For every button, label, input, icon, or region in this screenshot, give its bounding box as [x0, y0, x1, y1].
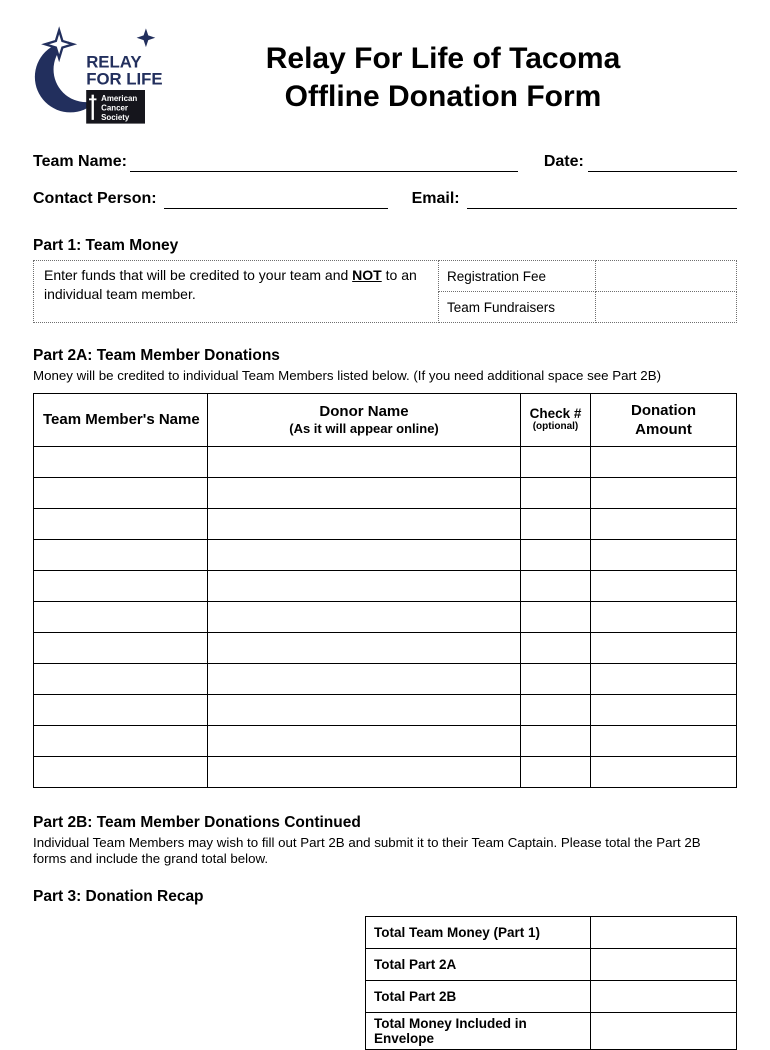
part2b-heading: Part 2B: Team Member Donations Continued: [33, 813, 361, 831]
acs-text-society: Society: [101, 112, 130, 122]
donor-name-cell[interactable]: [208, 663, 521, 694]
column-title: Check #: [529, 406, 582, 421]
column-header-donation-amount: [591, 393, 737, 446]
column-title: Donation Amount: [631, 401, 696, 438]
column-header-team-member-name: [34, 393, 208, 446]
date-input-line[interactable]: [588, 151, 737, 172]
team-member-name-cell[interactable]: [34, 539, 208, 570]
form-title: [183, 26, 737, 116]
contact-person-label: Contact Person:: [33, 190, 157, 207]
registration-fee-label: Registration Fee: [439, 261, 596, 292]
part2a-heading: Part 2A: Team Member Donations: [33, 347, 280, 364]
email-label: Email:: [411, 190, 460, 207]
team-fundraisers-value-cell[interactable]: [596, 292, 737, 323]
team-fundraisers-label: Team Fundraisers: [439, 292, 596, 323]
logo-relay-text: RELAY: [86, 52, 142, 72]
donor-name-cell[interactable]: [208, 725, 521, 756]
total-envelope-label: Total Money Included in Envelope: [366, 1012, 591, 1049]
american-cancer-society-badge: [86, 90, 145, 124]
total-part2b-label: Total Part 2B: [366, 980, 591, 1012]
team-member-name-cell[interactable]: [34, 570, 208, 601]
relay-for-life-logo: [33, 26, 183, 131]
team-member-name-cell[interactable]: [34, 632, 208, 663]
team-member-name-cell[interactable]: [34, 694, 208, 725]
team-member-name-cell[interactable]: [34, 663, 208, 694]
check-number-cell[interactable]: [521, 694, 591, 725]
team-name-label: Team Name:: [33, 153, 127, 170]
team-member-name-cell[interactable]: [34, 601, 208, 632]
donor-name-cell[interactable]: [208, 508, 521, 539]
part1-heading: Part 1: Team Money: [33, 237, 179, 254]
donation-entry-row: [34, 539, 737, 570]
total-team-money-value-cell[interactable]: [591, 916, 737, 948]
donation-amount-cell[interactable]: [591, 756, 737, 787]
donor-name-cell[interactable]: [208, 601, 521, 632]
donation-entry-row: [34, 508, 737, 539]
date-label: Date:: [543, 153, 584, 170]
part1-row-registration-fee: [34, 261, 737, 292]
check-number-cell[interactable]: [521, 632, 591, 663]
part2a-table: [33, 393, 737, 788]
donation-amount-cell[interactable]: [591, 539, 737, 570]
part3-row-total-part2a: [366, 948, 737, 980]
part3-row-total-team-money: [366, 916, 737, 948]
part1-description-not: NOT: [352, 267, 382, 283]
acs-text-american: American: [101, 94, 138, 104]
part1-table: [33, 260, 737, 323]
part1-description-post: to an individual team member.: [44, 267, 417, 302]
star-icon: [137, 28, 156, 47]
check-number-cell[interactable]: [521, 477, 591, 508]
team-name-input-line[interactable]: [130, 151, 518, 172]
form-title-line1: Relay For Life of Tacoma: [265, 42, 621, 75]
part3-row-total-part2b: [366, 980, 737, 1012]
donation-amount-cell[interactable]: [591, 601, 737, 632]
total-part2b-value-cell[interactable]: [591, 980, 737, 1012]
donor-name-cell[interactable]: [208, 694, 521, 725]
team-member-name-cell[interactable]: [34, 756, 208, 787]
column-title: Team Member's Name: [43, 411, 200, 428]
total-part2a-label: Total Part 2A: [366, 948, 591, 980]
contact-email-row: [33, 188, 737, 209]
donation-entry-row: [34, 446, 737, 477]
donation-amount-cell[interactable]: [591, 477, 737, 508]
donation-entry-row: [34, 477, 737, 508]
part1-description: [34, 261, 439, 323]
donation-entry-row: [34, 663, 737, 694]
part3-heading: Part 3: Donation Recap: [33, 887, 204, 905]
part2b-text: Individual Team Members may wish to fill out Part 2B and submit it to their Team Captain. Please total the Part 2B forms and include the grand total below.: [33, 834, 701, 866]
total-team-money-label: Total Team Money (Part 1): [366, 916, 591, 948]
team-member-name-cell[interactable]: [34, 477, 208, 508]
part3-row-total-envelope: [366, 1012, 737, 1049]
part1-description-pre: Enter funds that will be credited to your team and: [44, 267, 353, 283]
donation-amount-cell[interactable]: [591, 694, 737, 725]
form-header: [33, 26, 737, 131]
logo-for-life-text: FOR LIFE: [86, 69, 163, 89]
email-input-line[interactable]: [467, 188, 737, 209]
team-member-name-cell[interactable]: [34, 446, 208, 477]
donation-entry-row: [34, 725, 737, 756]
check-number-cell[interactable]: [521, 539, 591, 570]
donation-entry-row: [34, 570, 737, 601]
check-number-cell[interactable]: [521, 570, 591, 601]
check-number-cell[interactable]: [521, 601, 591, 632]
column-subtitle: (As it will appear online): [289, 421, 439, 436]
donation-entry-row: [34, 632, 737, 663]
donation-amount-cell[interactable]: [591, 446, 737, 477]
check-number-cell[interactable]: [521, 725, 591, 756]
relay-for-life-logo-graphic: [33, 26, 173, 126]
acs-text-cancer: Cancer: [101, 103, 129, 113]
registration-fee-value-cell[interactable]: [596, 261, 737, 292]
total-part2a-value-cell[interactable]: [591, 948, 737, 980]
donation-amount-cell[interactable]: [591, 725, 737, 756]
donation-entry-row: [34, 601, 737, 632]
check-number-cell[interactable]: [521, 508, 591, 539]
part2a-header-row: [34, 393, 737, 446]
column-header-donor-name: [208, 393, 521, 446]
donation-entry-row: [34, 756, 737, 787]
contact-person-input-line[interactable]: [164, 188, 388, 209]
column-title: Donor Name: [319, 403, 409, 420]
check-number-cell[interactable]: [521, 756, 591, 787]
form-title-line2: Offline Donation Form: [284, 80, 602, 113]
check-number-cell[interactable]: [521, 663, 591, 694]
donation-amount-cell[interactable]: [591, 570, 737, 601]
team-name-date-row: [33, 151, 737, 172]
part2a-subtext: Money will be credited to individual Team Members listed below. (If you need additional space see Part 2B): [33, 368, 661, 383]
part3-table: [365, 916, 737, 1050]
donor-name-cell[interactable]: [208, 539, 521, 570]
donation-entry-row: [34, 694, 737, 725]
total-envelope-value-cell[interactable]: [591, 1012, 737, 1049]
donor-name-cell[interactable]: [208, 477, 521, 508]
part2a-entry-rows: [34, 446, 737, 787]
team-member-name-cell[interactable]: [34, 725, 208, 756]
column-subtitle: (optional): [532, 421, 579, 432]
donor-name-cell[interactable]: [208, 756, 521, 787]
donor-name-cell[interactable]: [208, 446, 521, 477]
donation-amount-cell[interactable]: [591, 663, 737, 694]
check-number-cell[interactable]: [521, 446, 591, 477]
column-header-check-number: [521, 393, 591, 446]
donor-name-cell[interactable]: [208, 632, 521, 663]
donation-amount-cell[interactable]: [591, 508, 737, 539]
team-member-name-cell[interactable]: [34, 508, 208, 539]
donation-amount-cell[interactable]: [591, 632, 737, 663]
donor-name-cell[interactable]: [208, 570, 521, 601]
